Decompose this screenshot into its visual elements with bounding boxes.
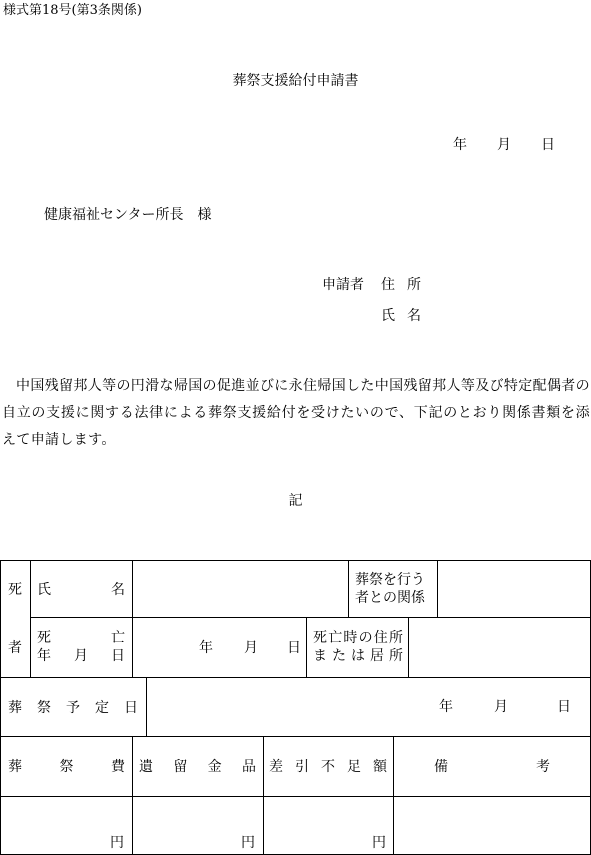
date-year-label: 年 [453, 137, 467, 153]
ki-heading: 記 [288, 493, 303, 509]
deceased-name-field[interactable] [133, 561, 348, 617]
applicant-address-label: 住所 [381, 277, 433, 293]
name-label: 氏 名 [37, 581, 125, 598]
remarks-header: 備 考 [434, 759, 550, 775]
estate-amount-field[interactable] [133, 797, 263, 854]
table-rule [306, 617, 307, 677]
applicant-name-label: 氏名 [381, 308, 433, 324]
relation-field[interactable] [438, 561, 590, 617]
application-statement: 中国残留邦人等の円滑な帰国の促進並びに永住帰国した中国残留邦人等及び特定配偶者の自立の支援に関する法律による葬祭支援給付を受けたいので、下記のとおり関係書類を添えて申請します。 [2, 378, 590, 448]
form-number: 様式第18号(第3条関係) [3, 3, 142, 18]
document-title: 葬祭支援給付申請書 [232, 73, 359, 89]
funeral-date-year: 年 [439, 699, 453, 715]
death-date-month: 月 [244, 640, 258, 656]
relation-label: 葬祭を行う 者との関係 [355, 572, 425, 606]
table-rule [348, 560, 349, 617]
shortfall-header: 差 引 不 足 額 [269, 759, 387, 775]
funeral-date-month: 月 [494, 699, 508, 715]
date-month-label: 月 [497, 137, 511, 153]
death-date-day: 日 [287, 640, 301, 656]
death-date-label: 死 亡 年 月 日 [37, 630, 125, 664]
remarks-field[interactable] [394, 797, 590, 854]
deceased-label-top: 死 [8, 581, 22, 598]
funeral-date-field[interactable] [147, 678, 590, 736]
deceased-label-bottom: 者 [8, 640, 22, 656]
funeral-date-day: 日 [557, 699, 571, 715]
table-rule [30, 560, 31, 677]
cost-header: 葬 祭 費 [8, 759, 125, 775]
applicant-label: 申請者 [322, 277, 364, 293]
death-address-field[interactable] [409, 618, 590, 677]
funeral-date-label: 葬 祭 予 定 日 [8, 699, 138, 716]
yen-unit: 円 [372, 835, 386, 851]
death-address-label: 死 亡 時 の 住 所 ま た は 居 所 [313, 630, 403, 664]
death-date-field[interactable] [133, 618, 306, 677]
date-day-label: 日 [541, 137, 555, 153]
death-date-year: 年 [199, 640, 213, 656]
yen-unit: 円 [110, 835, 124, 851]
addressee: 健康福祉センター所長 様 [44, 207, 212, 223]
yen-unit: 円 [241, 835, 255, 851]
estate-header: 遺 留 金 品 [139, 759, 256, 775]
shortfall-amount-field[interactable] [264, 797, 393, 854]
cost-amount-field[interactable] [1, 797, 132, 854]
